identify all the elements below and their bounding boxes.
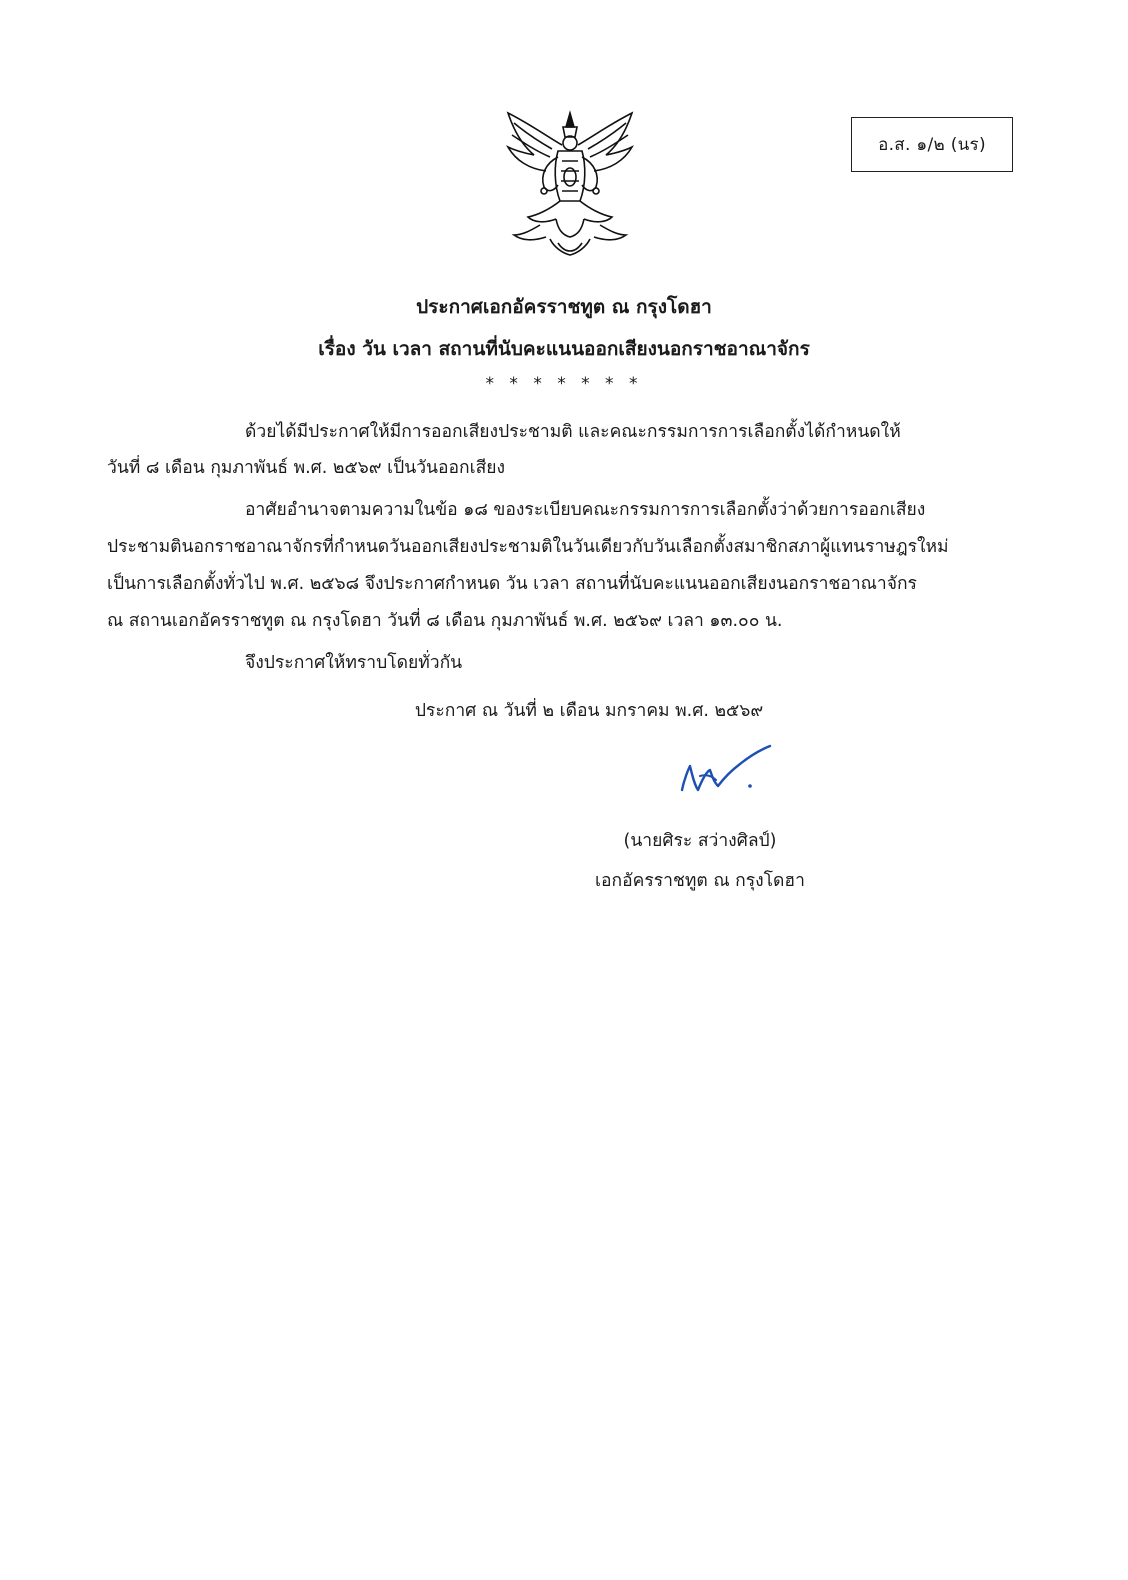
announcement-date: ประกาศ ณ วันที่ ๒ เดือน มกราคม พ.ศ. ๒๕๖๙ (414, 701, 764, 721)
paragraph-2-line-2: ประชามตินอกราชอาณาจักรที่กำหนดวันออกเสียงประชามติในวันเดียวกับวันเลือกตั้งสมาชิกสภาผู้แทนราษฎรใหม่ (107, 537, 949, 557)
form-code-box: อ.ส. ๑/๒ (นร) (851, 117, 1013, 172)
paragraph-3-line-1: จึงประกาศให้ทราบโดยทั่วกัน (245, 653, 463, 673)
handwritten-signature-icon (670, 740, 780, 810)
paragraph-1-line-2: วันที่ ๘ เดือน กุมภาพันธ์ พ.ศ. ๒๕๖๙ เป็นวันออกเสียง (107, 458, 506, 478)
garuda-emblem-icon (500, 105, 640, 260)
announcement-title: ประกาศเอกอัครราชทูต ณ กรุงโดฮา (416, 296, 712, 318)
signer-title: เอกอัครราชทูต ณ กรุงโดฮา (595, 871, 805, 891)
paragraph-2-line-1: อาศัยอำนาจตามความในข้อ ๑๘ ของระเบียบคณะกรรมการการเลือกตั้งว่าด้วยการออกเสียง (245, 500, 926, 520)
announcement-subject: เรื่อง วัน เวลา สถานที่นับคะแนนออกเสียงนอกราชอาณาจักร (318, 338, 810, 360)
paragraph-2-line-4: ณ สถานเอกอัครราชทูต ณ กรุงโดฮา วันที่ ๘ เดือน กุมภาพันธ์ พ.ศ. ๒๕๖๙ เวลา ๑๓.๐๐ น. (107, 611, 783, 631)
separator: * * * * * * * (485, 374, 643, 394)
paragraph-1-line-1: ด้วยได้มีประกาศให้มีการออกเสียงประชามติ และคณะกรรมการการเลือกตั้งได้กำหนดให้ (245, 422, 901, 442)
signer-name: (นายศิระ สว่างศิลป์) (623, 831, 777, 851)
paragraph-2-line-3: เป็นการเลือกตั้งทั่วไป พ.ศ. ๒๕๖๘ จึงประกาศกำหนด วัน เวลา สถานที่นับคะแนนออกเสียงนอกราชอาณาจักร (107, 574, 917, 594)
